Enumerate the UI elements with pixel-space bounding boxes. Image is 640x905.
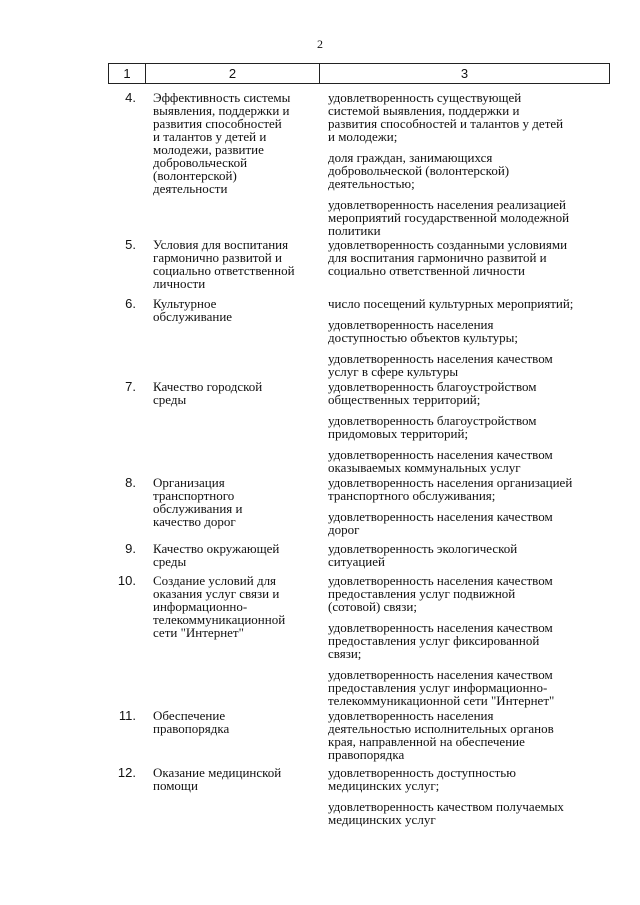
indicator-item: удовлетворенность населения качеством услуг в сфере культуры	[328, 351, 553, 379]
indicator-item: удовлетворенность населения качеством дорог	[328, 509, 553, 537]
column-header-2: 2	[146, 64, 320, 84]
column-header-1: 1	[109, 64, 146, 84]
criterion-name: Качество городской среды	[153, 379, 263, 407]
indicator-list	[328, 574, 613, 715]
indicator-item: удовлетворенность населения реализацией мероприятий государственной молодежной политики	[328, 197, 570, 238]
criterion-name: Создание условий для оказания услуг связи и информационно- телекоммуникационной сети "Интернет"	[153, 573, 286, 640]
row-number: 12.	[117, 765, 136, 780]
indicator-item: доля граждан, занимающихся добровольческой (волонтерской) деятельностью;	[328, 150, 510, 191]
criterion-name: Эффективность системы выявления, поддержки и развития способностей и талантов у детей и молодежи, развитие добровольческой (волонтерской) деятельности	[153, 90, 291, 196]
indicator-list	[328, 380, 613, 482]
indicator-item: удовлетворенность существующей системой выявления, поддержки и развития способностей и талантов у детей и молодежи;	[328, 90, 564, 144]
indicator-item: удовлетворенность населения качеством предоставления услуг подвижной (сотовой) связи;	[328, 573, 553, 614]
row-number: 5.	[125, 237, 136, 252]
criterion-name: Обеспечение правопорядка	[153, 708, 230, 736]
row-number: 8.	[125, 475, 136, 490]
column-header-table	[108, 63, 610, 84]
column-header-row	[109, 64, 610, 84]
row-number: 4.	[125, 90, 136, 105]
row-number: 11.	[118, 708, 136, 723]
indicator-item: удовлетворенность доступностью медицинских услуг;	[328, 765, 516, 793]
indicator-list	[328, 297, 613, 386]
page-number: 2	[317, 37, 323, 51]
indicator-item: удовлетворенность населения организацией транспортного обслуживания;	[328, 475, 573, 503]
indicator-item: удовлетворенность населения доступностью объектов культуры;	[328, 317, 518, 345]
criterion-name: Качество окружающей среды	[153, 541, 280, 569]
indicator-item: удовлетворенность благоустройством общественных территорий;	[328, 379, 537, 407]
indicator-list	[328, 766, 613, 834]
row-number: 7.	[125, 379, 136, 394]
indicator-item: удовлетворенность населения качеством предоставления услуг фиксированной связи;	[328, 620, 553, 661]
indicator-list	[328, 91, 613, 245]
indicator-list	[328, 476, 613, 544]
indicator-item: удовлетворенность благоустройством придомовых территорий;	[328, 413, 537, 441]
row-number: 10.	[117, 573, 136, 588]
indicator-item: удовлетворенность созданными условиями для воспитания гармонично развитой и социально ответственной личности	[328, 237, 568, 278]
indicator-item: удовлетворенность населения деятельностью исполнительных органов края, направленной на обеспечение правопорядка	[328, 708, 554, 762]
indicator-item: удовлетворенность населения качеством предоставления услуг информационно- телекоммуникационной сети "Интернет"	[328, 667, 555, 708]
indicator-list	[328, 709, 613, 769]
indicator-item: удовлетворенность качеством получаемых медицинских услуг	[328, 799, 564, 827]
row-number: 6.	[125, 296, 136, 311]
criterion-name: Организация транспортного обслуживания и качество дорог	[153, 475, 243, 529]
indicator-item: число посещений культурных мероприятий;	[328, 296, 574, 311]
column-header-3: 3	[320, 64, 610, 84]
criterion-name: Культурное обслуживание	[153, 296, 233, 324]
indicator-item: удовлетворенность экологической ситуацией	[328, 541, 518, 569]
indicator-list	[328, 238, 613, 285]
criterion-name: Оказание медицинской помощи	[153, 765, 282, 793]
criterion-name: Условия для воспитания гармонично развитой и социально ответственной личности	[153, 237, 295, 291]
indicator-item: удовлетворенность населения качеством оказываемых коммунальных услуг	[328, 447, 553, 475]
indicator-list	[328, 542, 613, 576]
row-number: 9.	[125, 541, 136, 556]
